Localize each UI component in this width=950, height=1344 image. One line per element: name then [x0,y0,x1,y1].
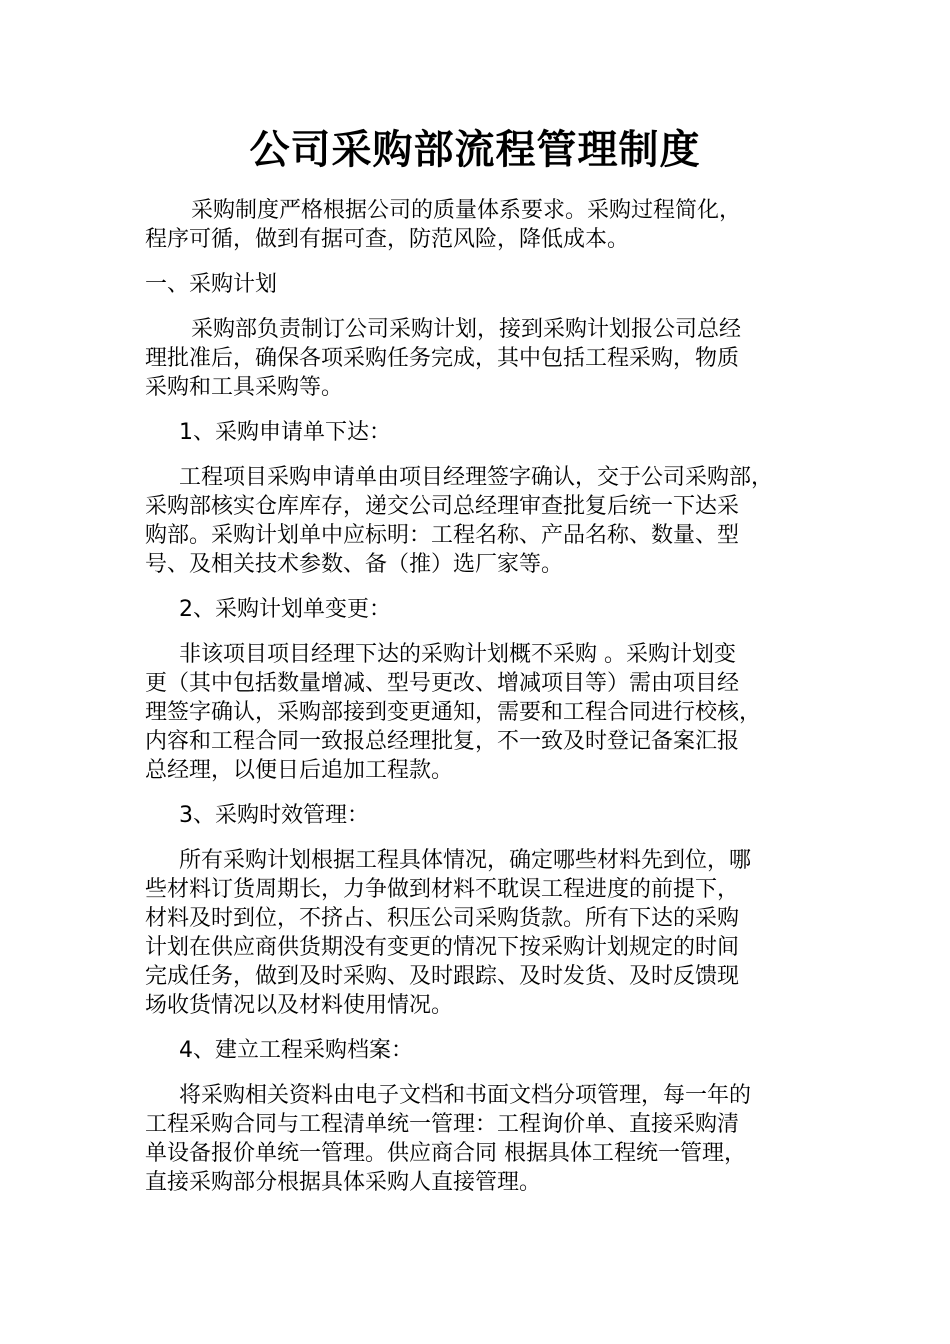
text-line: 号、及相关技术参数、备（推）选厂家等。 [145,552,564,577]
item1-heading [145,418,810,447]
text-line: 总经理，以便日后追加工程款。 [145,758,454,783]
item3-paragraph [145,846,810,1020]
text-line: 4、建立工程采购档案： [179,1038,413,1063]
document-title: 公司采购部流程管理制度 [249,127,701,173]
item4-paragraph [145,1081,810,1197]
text-line: 采购部核实仓库库存，递交公司总经理审查批复后统一下达采 [145,494,740,519]
text-line: 购部。采购计划单中应标明：工程名称、产品名称、数量、型 [145,523,740,548]
item2-heading [145,595,810,624]
item3-heading [145,801,810,830]
text-line: 更（其中包括数量增减、型号更改、增减项目等）需由项目经 [145,671,740,696]
text-line: 采购和工具采购等。 [145,375,344,400]
text-line: 2、采购计划单变更： [179,597,391,622]
section-heading [145,270,810,299]
text-line: 采购部负责制订公司采购计划，接到采购计划报公司总经 [191,317,742,342]
item4-heading [145,1036,810,1065]
text-line: 1、采购申请单下达： [179,420,391,445]
text-line: 直接采购部分根据具体采购人直接管理。 [145,1170,542,1195]
text-line: 计划在供应商供货期没有变更的情况下按采购计划规定的时间 [145,935,740,960]
text-line: 非该项目项目经理下达的采购计划概不采购 。采购计划变 [179,642,736,667]
text-line: 完成任务，做到及时采购、及时跟踪、及时发货、及时反馈现 [145,964,740,989]
text-line: 理批准后，确保各项采购任务完成，其中包括工程采购，物质 [145,346,740,371]
text-line: 工程采购合同与工程清单统一管理：工程询价单、直接采购清 [145,1112,740,1137]
text-line: 场收货情况以及材料使用情况。 [145,993,454,1018]
text-line: 所有采购计划根据工程具体情况，确定哪些材料先到位，哪 [179,848,752,873]
text-line: 内容和工程合同一致报总经理批复，不一致及时登记备案汇报 [145,729,740,754]
text-line: 工程项目采购申请单由项目经理签字确认，交于公司采购部， [179,465,774,490]
text-line: 材料及时到位，不挤占、积压公司采购货款。所有下达的采购 [145,906,740,931]
text-line: 理签字确认，采购部接到变更通知，需要和工程合同进行校核， [145,700,762,725]
text-line: 将采购相关资料由电子文档和书面文档分项管理，每一年的 [179,1083,752,1108]
intro-paragraph [145,196,810,254]
text-line: 采购制度严格根据公司的质量体系要求。采购过程简化， [191,198,742,223]
item1-paragraph [145,463,810,579]
text-line: 一、采购计划 [145,272,278,297]
text-line: 些材料订货周期长，力争做到材料不耽误工程进度的前提下， [145,877,740,902]
text-line: 程序可循，做到有据可查，防范风险，降低成本。 [145,227,630,252]
document-body [145,196,810,1197]
item2-paragraph [145,640,810,785]
section1-paragraph [145,315,810,402]
text-line: 单设备报价单统一管理。供应商合同 根据具体工程统一管理， [145,1141,746,1166]
text-line: 3、采购时效管理： [179,803,369,828]
